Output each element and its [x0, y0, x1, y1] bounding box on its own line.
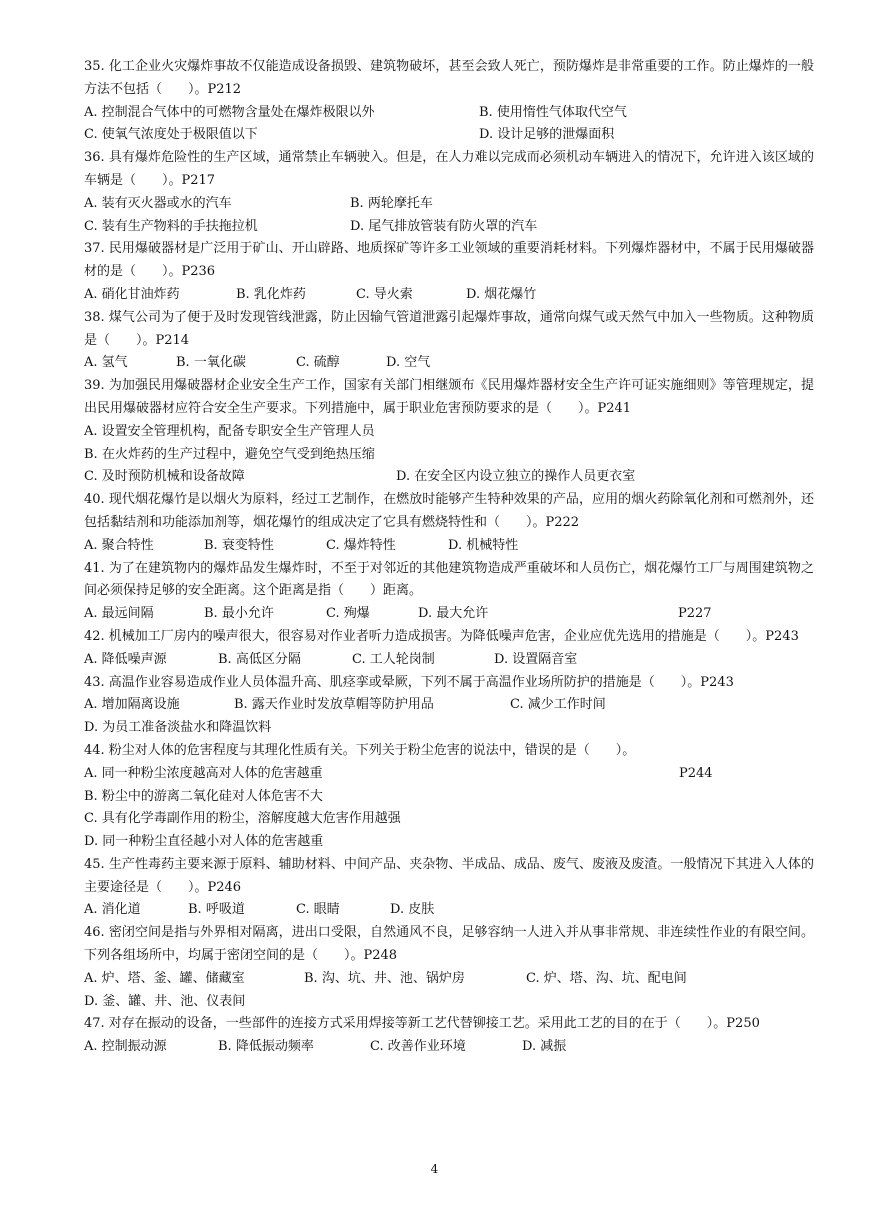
option-c: C. 炉、塔、沟、坑、配电间 — [526, 970, 687, 986]
question-36 — [84, 147, 814, 238]
question-39 — [84, 375, 814, 489]
option-a: A. 控制振动源 — [84, 1039, 167, 1055]
option-row — [84, 352, 814, 375]
option-c: C. 殉爆 — [326, 606, 370, 622]
option-row — [84, 899, 814, 922]
option-b: B. 两轮摩托车 — [350, 195, 433, 211]
question-stem: 39. 为加强民用爆破器材企业安全生产工作，国家有关部门相继颁布《民用爆炸器材安全生产许可证实施细则》等管理规定，提出民用爆破器材应符合安全生产要求。下列措施中，属于职业危害预防要求的是（ ）。P241 — [84, 378, 814, 416]
question-stem: 35. 化工企业火灾爆炸事故不仅能造成设备损毁、建筑物破坏，甚至会致人死亡，预防爆炸是非常重要的工作。防止爆炸的一般方法不包括（ ）。P212 — [84, 59, 814, 97]
option-b: B. 乳化炸药 — [236, 286, 306, 302]
question-44 — [84, 740, 814, 854]
option-a: A. 聚合特性 — [84, 537, 154, 553]
option-c: C. 眼睛 — [296, 902, 340, 918]
question-stem: 36. 具有爆炸危险性的生产区域，通常禁止车辆驶入。但是，在人力难以完成而必须机动车辆进入的情况下，允许进入该区域的车辆是（ ）。P217 — [84, 150, 814, 188]
question-37 — [84, 238, 814, 306]
option-row — [84, 102, 814, 125]
option-row — [84, 603, 814, 626]
page-reference: P227 — [678, 606, 712, 622]
question-41 — [84, 558, 814, 626]
page-number: 4 — [430, 1162, 439, 1176]
option-c: C. 使氧气浓度处于极限值以下 — [84, 127, 258, 143]
option-d: D. 设计足够的泄爆面积 — [479, 127, 615, 143]
option-row — [84, 284, 814, 307]
option-b: B. 衰变特性 — [204, 537, 274, 553]
option-d: D. 烟花爆竹 — [466, 286, 537, 302]
option-a: A. 装有灭火器或水的汽车 — [84, 195, 232, 211]
option-row — [84, 649, 814, 672]
question-40 — [84, 489, 814, 557]
option-b: B. 高低区分隔 — [218, 651, 301, 667]
option-c: C. 改善作业环境 — [370, 1039, 466, 1055]
option-a: A. 增加隔离设施 — [84, 697, 180, 713]
option-row — [84, 466, 814, 489]
option-d: D. 同一种粉尘直径越小对人体的危害越重 — [84, 834, 324, 850]
option-c: C. 减少工作时间 — [510, 697, 606, 713]
question-stem: 46. 密闭空间是指与外界相对隔离，进出口受限，自然通风不良，足够容纳一人进入并从事非常规、非连续性作业的有限空间。下列各组场所中，均属于密闭空间的是（ ）。P248 — [84, 925, 814, 964]
option-c: C. 工人轮岗制 — [352, 651, 435, 667]
option-b: B. 沟、坑、井、池、锅炉房 — [304, 970, 465, 986]
option-d: D. 为员工准备淡盐水和降温饮料 — [84, 720, 272, 736]
option-row — [84, 535, 814, 558]
option-c: C. 装有生产物料的手扶拖拉机 — [84, 218, 258, 234]
option-d: D. 设置隔音室 — [494, 651, 578, 667]
question-stem: 45. 生产性毒药主要来源于原料、辅助材料、中间产品、夹杂物、半成品、成品、废气、废液及废渣。一般情况下其进入人体的主要途径是（ ）。P246 — [84, 856, 814, 895]
option-a: A. 最远间隔 — [84, 606, 154, 622]
option-c: C. 导火索 — [356, 286, 413, 302]
option-d: D. 最大允许 — [418, 606, 489, 622]
question-38 — [84, 307, 814, 375]
option-d: D. 减振 — [522, 1039, 567, 1055]
option-a: A. 控制混合气体中的可燃物含量处在爆炸极限以外 — [84, 104, 375, 120]
question-stem: 38. 煤气公司为了便于及时发现管线泄露，防止因输气管道泄露引起爆炸事故，通常向煤气或天然气中加入一些物质。这种物质是（ ）。P214 — [84, 309, 814, 348]
option-a: A. 降低噪声源 — [84, 651, 167, 667]
question-45 — [84, 854, 814, 922]
option-d: D. 尾气排放管装有防火罩的汽车 — [350, 218, 538, 234]
question-stem: 41. 为了在建筑物内的爆炸品发生爆炸时，不至于对邻近的其他建筑物造成严重破坏和人员伤亡，烟花爆竹工厂与周围建筑物之间必须保持足够的安全距离。这个距离是指（ ）距离。 — [84, 560, 814, 599]
option-b: B. 使用惰性气体取代空气 — [479, 104, 627, 120]
question-stem: 37. 民用爆破器材是广泛用于矿山、开山辟路、地质探矿等许多工业领域的重要消耗材料。下列爆炸器材中，不属于民用爆破器材的是（ ）。P236 — [84, 241, 814, 280]
option-c: C. 爆炸特性 — [326, 537, 396, 553]
option-b: B. 一氧化碳 — [176, 355, 246, 371]
option-a: A. 同一种粉尘浓度越高对人体的危害越重 — [84, 765, 323, 781]
question-stem: 42. 机械加工厂房内的噪声很大，很容易对作业者听力造成损害。为降低噪声危害，企业应优先选用的措施是（ ）。P243 — [84, 628, 799, 644]
option-d: D. 在安全区内设立独立的操作人员更衣室 — [396, 469, 636, 485]
option-b: B. 呼吸道 — [188, 902, 245, 918]
option-c: C. 具有化学毒副作用的粉尘，溶解度越大危害作用越强 — [84, 811, 401, 827]
option-c: C. 硫醇 — [296, 355, 340, 371]
option-b: B. 粉尘中的游离二氧化硅对人体危害不大 — [84, 788, 323, 804]
option-a: A. 硝化甘油炸药 — [84, 286, 180, 302]
option-b: B. 露天作业时发放草帽等防护用品 — [234, 697, 434, 713]
question-47 — [84, 1013, 814, 1059]
option-row — [84, 216, 814, 239]
option-row — [84, 968, 814, 991]
option-row — [84, 193, 814, 216]
option-b: B. 最小允许 — [204, 606, 274, 622]
question-35 — [84, 56, 814, 147]
question-list — [84, 56, 814, 1059]
option-a: A. 设置安全管理机构，配备专职安全生产管理人员 — [84, 423, 375, 439]
option-b: B. 降低振动频率 — [218, 1039, 314, 1055]
option-c: C. 及时预防机械和设备故障 — [84, 469, 245, 485]
option-row — [84, 694, 814, 717]
page-reference: P244 — [679, 765, 713, 781]
option-b: B. 在火炸药的生产过程中，避免空气受到绝热压缩 — [84, 446, 375, 462]
question-stem: 44. 粉尘对人体的危害程度与其理化性质有关。下列关于粉尘危害的说法中，错误的是（ ）。 — [84, 742, 636, 758]
question-stem: 40. 现代烟花爆竹是以烟火为原料，经过工艺制作，在燃放时能够产生特种效果的产品，应用的烟火药除氧化剂和可燃剂外，还包括黏结剂和功能添加剂等，烟花爆竹的组成决定了它具有燃烧特性和（ ）。P222 — [84, 492, 814, 530]
option-d: D. 机械特性 — [448, 537, 519, 553]
question-stem: 43. 高温作业容易造成作业人员体温升高、肌痉挛或晕厥，下列不属于高温作业场所防护的措施是（ ）。P243 — [84, 674, 734, 690]
option-d: D. 釜、罐、井、池、仪表间 — [84, 993, 246, 1009]
option-a: A. 炉、塔、釜、罐、储藏室 — [84, 970, 245, 986]
option-a: A. 氢气 — [84, 355, 128, 371]
question-42 — [84, 626, 814, 672]
option-d: D. 皮肤 — [390, 902, 435, 918]
question-46 — [84, 922, 814, 1013]
option-row — [84, 763, 814, 786]
option-d: D. 空气 — [386, 355, 431, 371]
question-43 — [84, 672, 814, 740]
question-stem: 47. 对存在振动的设备，一些部件的连接方式采用焊接等新工艺代替铆接工艺。采用此工艺的目的在于（ ）。P250 — [84, 1016, 760, 1032]
option-row — [84, 124, 814, 147]
option-a: A. 消化道 — [84, 902, 141, 918]
option-row — [84, 1036, 814, 1059]
